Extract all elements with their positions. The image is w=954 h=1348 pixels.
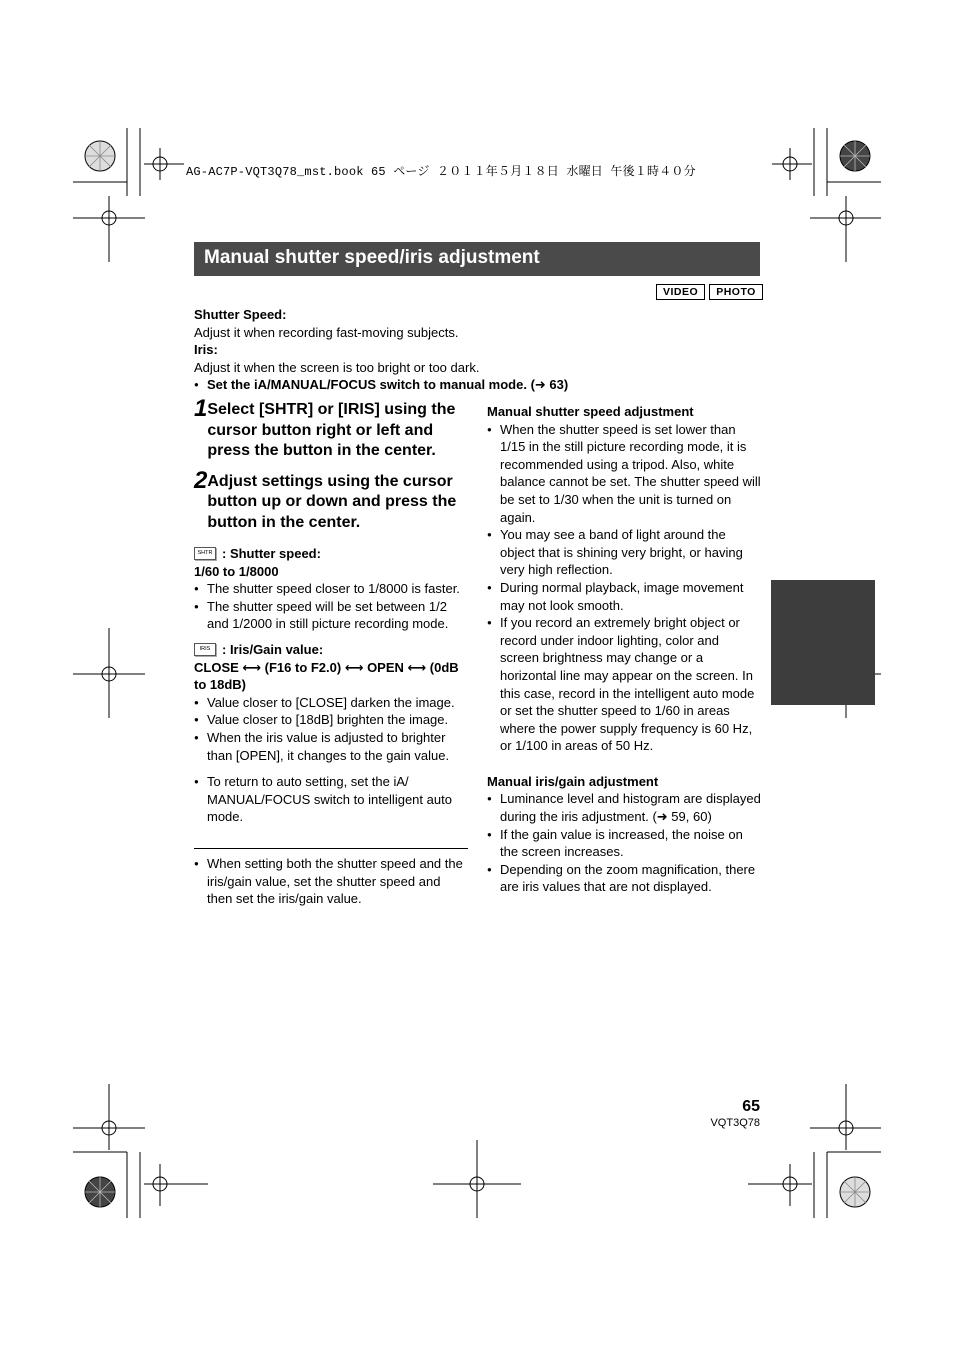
print-header-line: AG-AC7P-VQT3Q78_mst.book 65 ページ ２０１１年５月１８日 水曜日 午後１時４０分 [186,165,696,179]
manual-iris-heading: Manual iris/gain adjustment [487,773,659,789]
step-number: 2 [194,466,208,494]
list-item: ● The shutter speed will be set between 1/2 and 1/2000 in still picture recording mode. [194,598,468,633]
photo-mode-badge: PHOTO [709,284,763,300]
left-column [194,396,468,908]
section-title-bar [194,242,760,276]
iris-icon: IRIS [194,643,216,656]
section-title: Manual shutter speed/iris adjustment [204,247,540,268]
list-item: ● Luminance level and histogram are displayed during the iris adjustment. (➜ 59, 60) [487,790,761,825]
shutter-speed-title: : Shutter speed: [222,546,321,561]
page-number: 65 [742,1098,760,1115]
iris-label: Iris: [194,342,218,358]
iris-gain-title: : Iris/Gain value: [222,641,324,657]
step-1 [194,396,468,462]
list-item: ● During normal playback, image movement may not look smooth. [487,579,761,614]
shutter-range: 1/60 to 1/8000 [194,563,279,579]
step-number: 1 [194,395,208,422]
mode-badges [656,284,763,300]
shtr-icon: SHTR [194,547,216,560]
manual-shutter-heading: Manual shutter speed adjustment [487,404,694,419]
list-item: ● Value closer to [18dB] brighten the image. [194,711,468,729]
list-item: ● When the shutter speed is set lower than 1/15 in the still picture recording mode, it is recommended using a tripod. Also, white balance cannot be set. The shutter speed will be set to 1/30 when the unit is turned on again. [487,421,761,527]
section-divider [194,848,468,849]
list-item: ● You may see a band of light around the object that is shining very bright, or having very high reflection. [487,526,761,579]
footnote: ● When setting both the shutter speed and the iris/gain value, set the shutter speed and then set the iris/gain value. [194,855,468,908]
iris-range: CLOSE ⟷ (F16 to F2.0) ⟷ OPEN ⟷ (0dB to 18dB) [194,659,459,693]
iris-gain-heading [194,641,468,659]
shutter-speed-desc: Adjust it when recording fast-moving subjects. [194,324,459,340]
video-mode-badge: VIDEO [656,284,705,300]
setup-note: ● Set the iA/MANUAL/FOCUS switch to manual mode. (➜ 63) [194,376,760,394]
list-item: ● Depending on the zoom magnification, there are iris values that are not displayed. [487,861,761,896]
list-item: ● When the iris value is adjusted to brighter than [OPEN], it changes to the gain value. [194,729,468,764]
doc-code: VQT3Q78 [710,1117,760,1129]
auto-setting-note: ● To return to auto setting, set the iA/ MANUAL/FOCUS switch to intelligent auto mode. [194,773,468,826]
right-column [487,403,761,896]
step-text: Adjust settings using the cursor button up or down and press the button in the center. [207,472,457,531]
list-item: ● The shutter speed closer to 1/8000 is faster. [194,580,468,598]
step-2 [194,468,468,534]
intro-block [194,306,760,394]
list-item: ● Value closer to [CLOSE] darken the image. [194,694,468,712]
iris-desc: Adjust it when the screen is too bright or too dark. [194,359,480,375]
shutter-speed-heading [194,545,468,563]
step-text: Select [SHTR] or [IRIS] using the cursor button right or left and press the button in the center. [207,401,456,459]
shutter-speed-label: Shutter Speed: [194,307,287,322]
list-item: ● If you record an extremely bright object or record under indoor lighting, color and screen brightness may change or a horizontal line may appear on the screen. In this case, record in the intelligent auto mode or set the shutter speed to 1/60 in areas where the power supply frequency is 60 Hz, or 1/100 in areas of 50 Hz. [487,614,761,755]
list-item: ● If the gain value is increased, the noise on the screen increases. [487,826,761,861]
chapter-side-tab [771,580,875,705]
